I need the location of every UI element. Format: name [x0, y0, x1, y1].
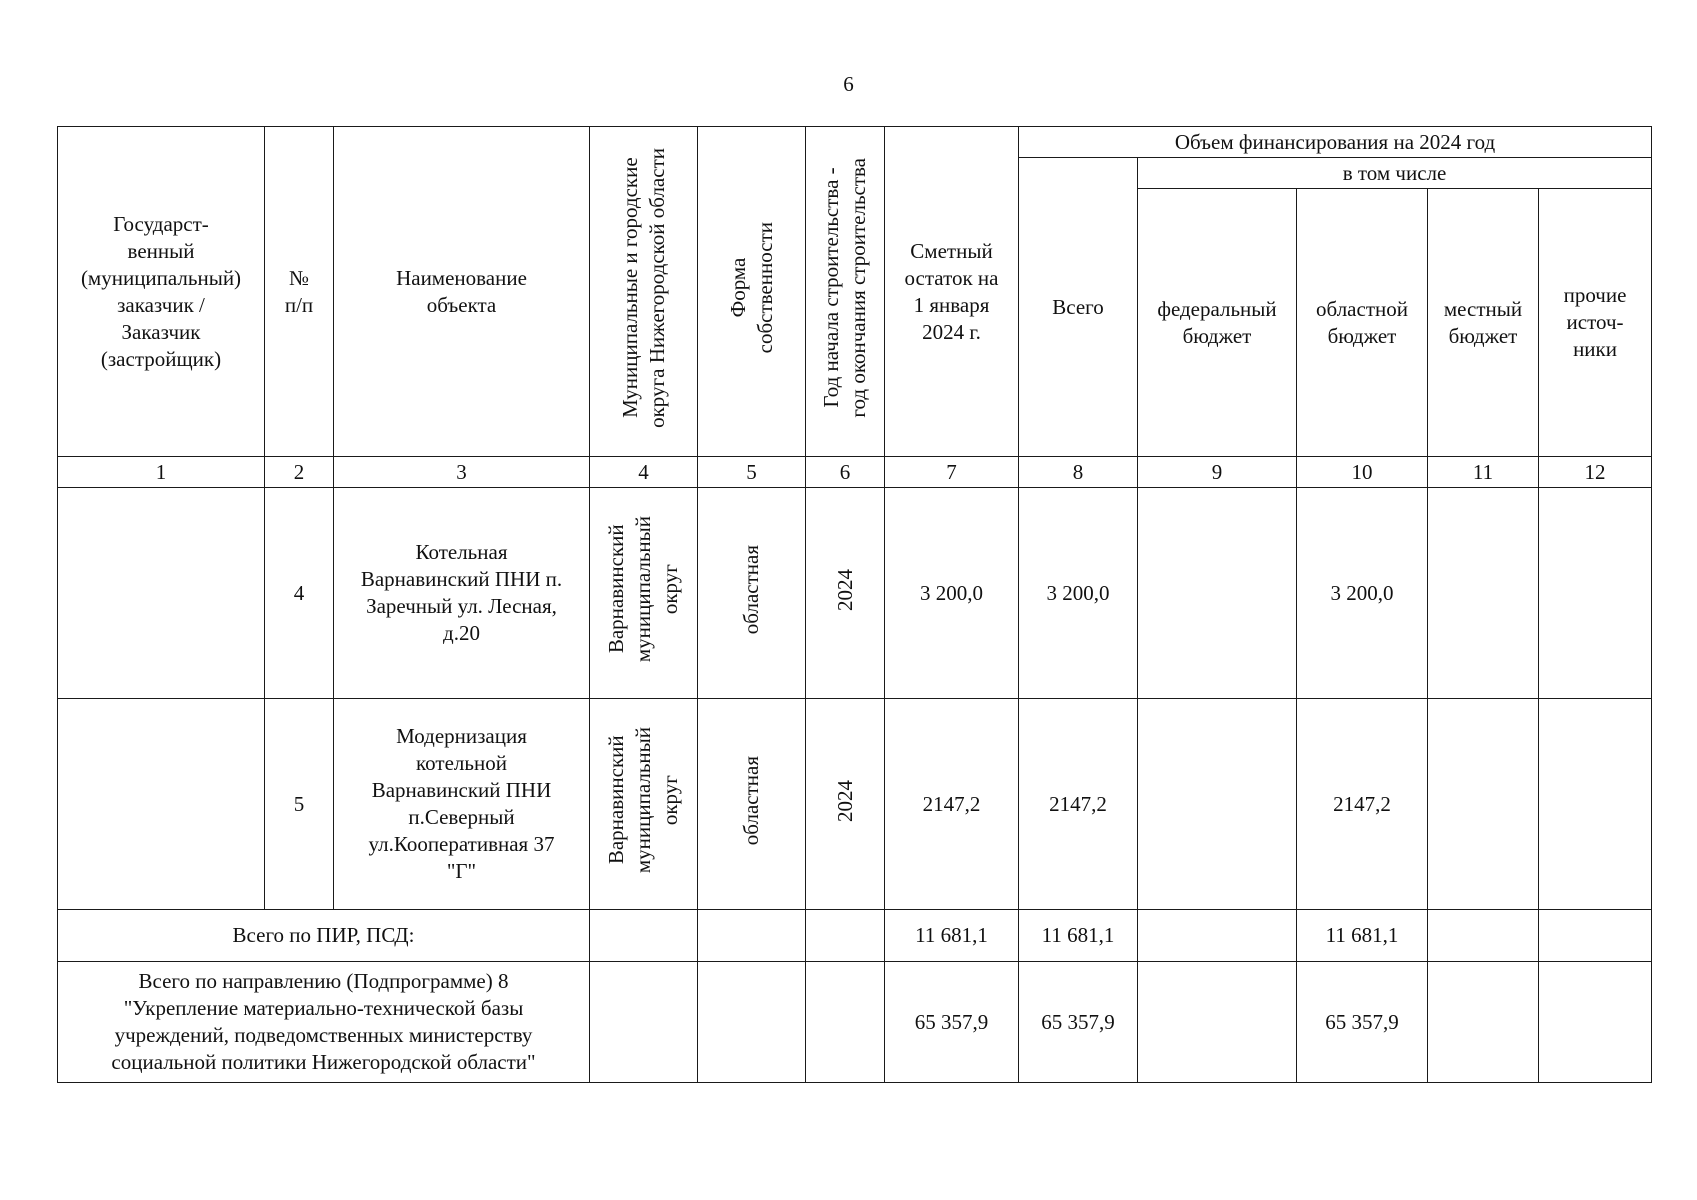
header-years: Год начала строительства - год окончания строительства: [819, 158, 870, 418]
total-row-subprogram: [58, 962, 1652, 1083]
column-number-row: [58, 457, 1652, 488]
total-regional: 11 681,1: [1297, 910, 1428, 962]
row-total: 3 200,0: [1019, 488, 1138, 699]
column-number: 6: [806, 457, 885, 488]
row-object-name: Котельная Варнавинский ПНИ п. Заречный ул. Лесная, д.20: [334, 488, 590, 699]
row-district-cell: [590, 488, 698, 699]
column-number: 8: [1019, 457, 1138, 488]
column-number: 4: [590, 457, 698, 488]
header-federal: федеральный бюджет: [1138, 189, 1297, 457]
header-including: в том числе: [1138, 158, 1652, 189]
row-number: 4: [265, 488, 334, 699]
row-years: 2024: [832, 568, 857, 611]
row-ownership: областная: [739, 544, 763, 635]
row-years: 2024: [832, 779, 857, 822]
total-label: Всего по ПИР, ПСД:: [58, 910, 590, 962]
header-regional: областной бюджет: [1297, 189, 1428, 457]
row-customer: [58, 699, 265, 910]
column-number: 5: [698, 457, 806, 488]
total-empty-cell: [590, 962, 698, 1083]
total-local: [1428, 962, 1539, 1083]
total-other: [1539, 910, 1652, 962]
total-empty-cell: [698, 910, 806, 962]
header-district-cell: [590, 127, 698, 457]
row-regional: 2147,2: [1297, 699, 1428, 910]
row-estimate: 3 200,0: [885, 488, 1019, 699]
total-label: Всего по направлению (Подпрограмме) 8 "Укрепление материально-технической базы учреждений, подведомственных министерству социальной политики Нижегородской области": [58, 962, 590, 1083]
financing-table: [57, 126, 1652, 1083]
column-number: 11: [1428, 457, 1539, 488]
header-district: Муниципальные и городские округа Нижегородской области: [617, 148, 669, 428]
row-estimate: 2147,2: [885, 699, 1019, 910]
table-row: [58, 488, 1652, 699]
total-sum: 65 357,9: [1019, 962, 1138, 1083]
column-number: 3: [334, 457, 590, 488]
page-number: 6: [843, 72, 854, 96]
row-ownership-cell: [698, 488, 806, 699]
header-estimate: Сметный остаток на 1 января 2024 г.: [885, 127, 1019, 457]
total-other: [1539, 962, 1652, 1083]
header-object-name: Наименование объекта: [334, 127, 590, 457]
header-customer: Государст- венный (муниципальный) заказчик / Заказчик (застройщик): [58, 127, 265, 457]
total-federal: [1138, 962, 1297, 1083]
row-district: Варнавинский муниципальный округ: [604, 727, 682, 874]
total-estimate: 65 357,9: [885, 962, 1019, 1083]
row-local: [1428, 488, 1539, 699]
row-regional: 3 200,0: [1297, 488, 1428, 699]
column-number: 10: [1297, 457, 1428, 488]
total-empty-cell: [806, 962, 885, 1083]
column-number: 9: [1138, 457, 1297, 488]
total-local: [1428, 910, 1539, 962]
total-empty-cell: [590, 910, 698, 962]
row-customer: [58, 488, 265, 699]
total-estimate: 11 681,1: [885, 910, 1019, 962]
header-funding-group: Объем финансирования на 2024 год: [1019, 127, 1652, 158]
header-number: № п/п: [265, 127, 334, 457]
header-years-cell: [806, 127, 885, 457]
column-number: 7: [885, 457, 1019, 488]
column-number: 12: [1539, 457, 1652, 488]
row-federal: [1138, 488, 1297, 699]
header-ownership-cell: [698, 127, 806, 457]
header-row-1: [58, 127, 1652, 158]
row-object-name: Модернизация котельной Варнавинский ПНИ п.Северный ул.Кооперативная 37 "Г": [334, 699, 590, 910]
column-number: 2: [265, 457, 334, 488]
row-years-cell: [806, 699, 885, 910]
row-total: 2147,2: [1019, 699, 1138, 910]
column-number: 1: [58, 457, 265, 488]
header-other: прочие источ- ники: [1539, 189, 1652, 457]
header-local: местный бюджет: [1428, 189, 1539, 457]
row-district: Варнавинский муниципальный округ: [604, 516, 682, 663]
row-number: 5: [265, 699, 334, 910]
row-federal: [1138, 699, 1297, 910]
total-federal: [1138, 910, 1297, 962]
table-row: [58, 699, 1652, 910]
total-sum: 11 681,1: [1019, 910, 1138, 962]
header-ownership: Форма собственности: [725, 222, 777, 354]
total-empty-cell: [698, 962, 806, 1083]
row-ownership: областная: [739, 755, 763, 846]
total-row-pir: [58, 910, 1652, 962]
row-local: [1428, 699, 1539, 910]
row-other: [1539, 488, 1652, 699]
row-other: [1539, 699, 1652, 910]
row-years-cell: [806, 488, 885, 699]
total-regional: 65 357,9: [1297, 962, 1428, 1083]
row-district-cell: [590, 699, 698, 910]
header-total: Всего: [1019, 158, 1138, 457]
row-ownership-cell: [698, 699, 806, 910]
total-empty-cell: [806, 910, 885, 962]
